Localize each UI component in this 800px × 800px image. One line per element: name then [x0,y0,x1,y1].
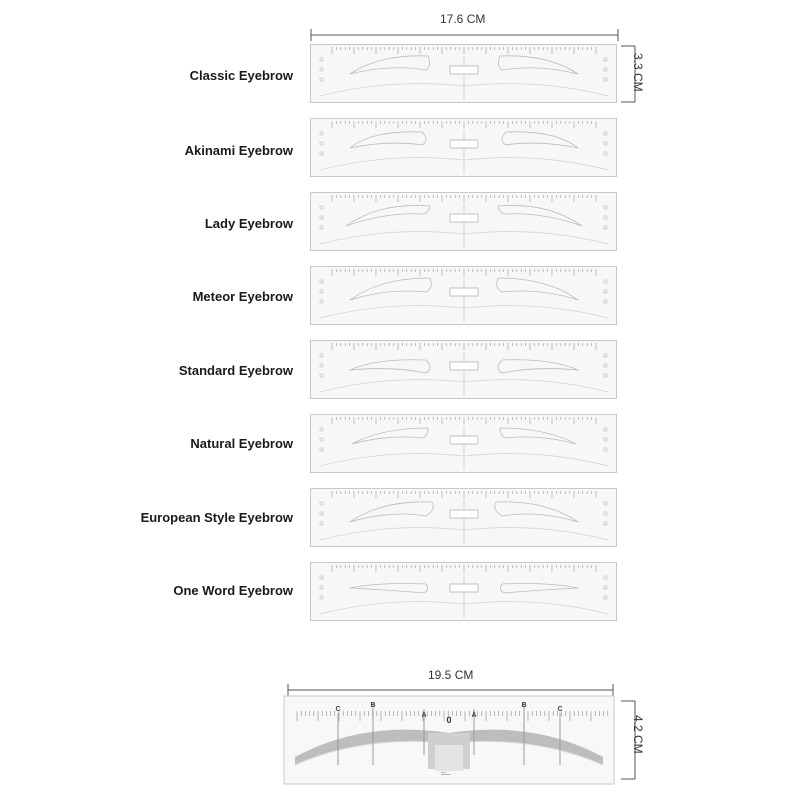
stencil-drawing [310,488,618,548]
large-ruler-mark-a-left: A [421,712,427,719]
large-eyebrow-ruler [283,695,615,785]
large-width-dimension-label: 19.5 CM [428,668,474,682]
stencil-label-akinami: Akinami Eyebrow [184,143,293,158]
stencil-ruler-lady [310,192,618,252]
stencil-drawing [310,192,618,252]
stencil-label-classic: Classic Eyebrow [189,68,293,83]
large-height-dimension-label: 4.2 CM [631,715,645,754]
stencil-ruler-classic [310,44,618,104]
stencil-ruler-standard [310,340,618,400]
width-dimension-label: 17.6 CM [440,12,486,26]
large-ruler-mark-c-left: C [335,706,341,713]
stencil-ruler-one-word [310,562,618,622]
stencil-label-standard: Standard Eyebrow [178,363,293,378]
large-ruler-mark-b-right: B [521,702,527,709]
stencil-label-european: European Style Eyebrow [140,510,293,525]
stencil-drawing [310,118,618,178]
stencil-drawing [310,340,618,400]
stencil-drawing [310,414,618,474]
stencil-ruler-akinami [310,118,618,178]
large-ruler-mark-a-right: A [471,712,477,719]
stencil-label-natural: Natural Eyebrow [190,436,293,451]
stencil-label-meteor: Meteor Eyebrow [192,289,293,304]
stencil-drawing [310,562,618,622]
large-ruler-mark-b-left: B [370,702,376,709]
stencil-ruler-meteor [310,266,618,326]
large-ruler-mark-c-right: C [557,706,563,713]
width-dimension-line [310,28,620,42]
stencil-drawing [310,266,618,326]
stencil-ruler-natural [310,414,618,474]
stencil-label-one-word: One Word Eyebrow [173,583,293,598]
stencil-label-lady: Lady Eyebrow [204,216,293,231]
large-ruler-center-zero: 0 [446,715,452,725]
stencil-drawing [310,44,618,104]
stencil-ruler-european [310,488,618,548]
large-ruler-drawing [283,695,615,785]
height-dimension-label: 3.3 CM [631,53,645,92]
